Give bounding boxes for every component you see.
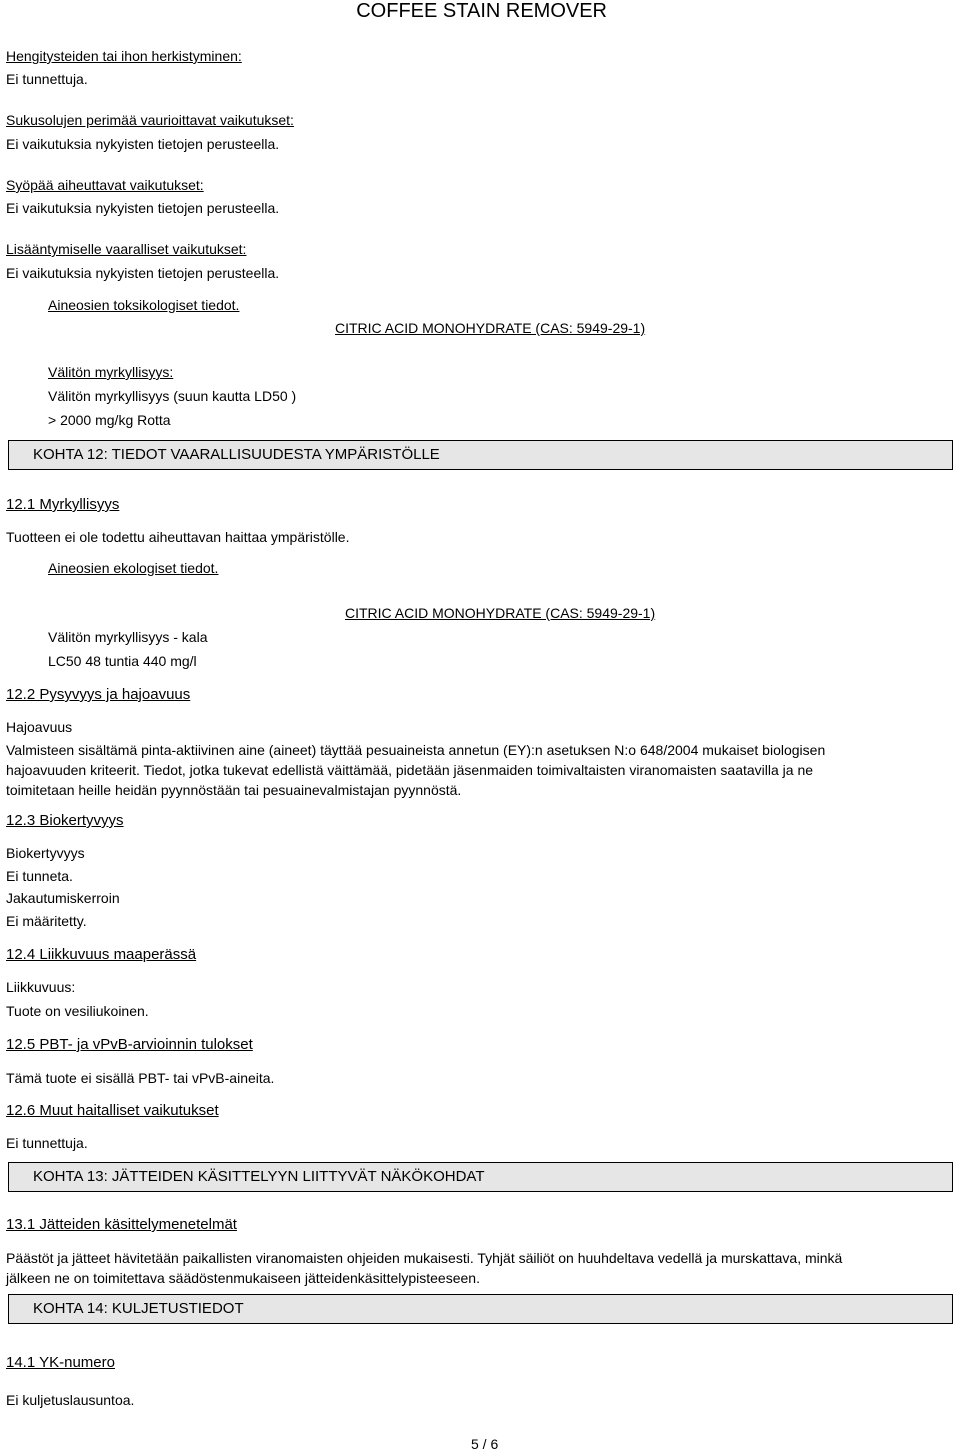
partition-coefficient-subheading: Jakautumiskerroin xyxy=(6,890,120,906)
mutagenicity-text: Ei vaikutuksia nykyisten tietojen perusteella. xyxy=(6,136,280,152)
degradability-subheading: Hajoavuus xyxy=(6,719,73,735)
partition-coefficient-text: Ei määritetty. xyxy=(6,913,87,929)
reproductive-text: Ei vaikutuksia nykyisten tietojen perusteella. xyxy=(6,265,280,281)
toxicology-substance: CITRIC ACID MONOHYDRATE (CAS: 5949-29-1) xyxy=(335,320,646,336)
section-13-title: KOHTA 13: JÄTTEIDEN KÄSITTELYYN LIITTYVÄT NÄKÖKOHDAT xyxy=(33,1168,485,1185)
page-number: 5 / 6 xyxy=(471,1436,499,1452)
degradability-text: Valmisteen sisältämä pinta-aktiivinen aine (aineet) täyttää pesuaineista annetun (EY):n asetuksen N:o 648/2004 mukaiset biologisen hajoavuuden kriteerit. Tiedot, jotka tukevat edellistä väittämää, pidetään jäsenmaiden toimivaltaisten viranomaisten saatavilla ja ne toimitetaan heille heidän pyynnöstään tai pesuainevalmistajan pyynnöstä. xyxy=(6,742,826,798)
subsection-12-6-heading: 12.6 Muut haitalliset vaikutukset xyxy=(6,1102,219,1119)
carcinogenicity-text: Ei vaikutuksia nykyisten tietojen perusteella. xyxy=(6,200,280,216)
carcinogenicity-heading: Syöpää aiheuttavat vaikutukset: xyxy=(6,177,204,193)
section-14-title: KOHTA 14: KULJETUSTIEDOT xyxy=(33,1300,244,1317)
sensitisation-text: Ei tunnettuja. xyxy=(6,71,88,87)
subsection-12-1-text: Tuotteen ei ole todettu aiheuttavan haittaa ympäristölle. xyxy=(6,529,350,545)
reproductive-heading: Lisääntymiselle vaaralliset vaikutukset: xyxy=(6,241,247,257)
eco-heading: Aineosien ekologiset tiedot. xyxy=(48,560,219,576)
subsection-12-5-heading: 12.5 PBT- ja vPvB-arvioinnin tulokset xyxy=(6,1036,253,1053)
mobility-text: Tuote on vesiliukoinen. xyxy=(6,1003,149,1019)
subsection-12-3-heading: 12.3 Biokertyvyys xyxy=(6,812,124,829)
un-number-text: Ei kuljetuslausuntoa. xyxy=(6,1392,135,1408)
section-12-title: KOHTA 12: TIEDOT VAARALLISUUDESTA YMPÄRISTÖLLE xyxy=(33,446,440,463)
mobility-subheading: Liikkuvuus: xyxy=(6,979,76,995)
fish-toxicity-label: Välitön myrkyllisyys - kala xyxy=(48,629,208,645)
subsection-12-1-heading: 12.1 Myrkyllisyys xyxy=(6,496,120,513)
toxicology-heading: Aineosien toksikologiset tiedot. xyxy=(48,297,240,313)
acute-oral-label: Välitön myrkyllisyys (suun kautta LD50 ) xyxy=(48,388,297,404)
subsection-14-1-heading: 14.1 YK-numero xyxy=(6,1354,115,1371)
mutagenicity-heading: Sukusolujen perimää vaurioittavat vaikutukset: xyxy=(6,112,294,128)
acute-toxicity-heading: Välitön myrkyllisyys: xyxy=(48,364,174,380)
section-12-header xyxy=(8,440,953,470)
section-13-header xyxy=(8,1162,953,1192)
document-title: COFFEE STAIN REMOVER xyxy=(356,0,607,22)
pbt-text: Tämä tuote ei sisällä PBT- tai vPvB-aineita. xyxy=(6,1070,275,1086)
subsection-12-4-heading: 12.4 Liikkuvuus maaperässä xyxy=(6,946,197,963)
subsection-13-1-heading: 13.1 Jätteiden käsittelymenetelmät xyxy=(6,1216,237,1233)
fish-toxicity-value: LC50 48 tuntia 440 mg/l xyxy=(48,653,197,669)
waste-treatment-text: Päästöt ja jätteet hävitetään paikallisten viranomaisten ohjeiden mukaisesti. Tyhjät säiliöt on huuhdeltava vedellä ja murskattava, minkä jälkeen ne on toimitettava säädöstenmukaiseen jätteidenkäsittelypisteeseen. xyxy=(6,1250,843,1286)
sensitisation-heading: Hengitysteiden tai ihon herkistyminen: xyxy=(6,48,242,64)
section-14-header xyxy=(8,1294,953,1324)
other-effects-text: Ei tunnettuja. xyxy=(6,1135,88,1151)
acute-oral-value: > 2000 mg/kg Rotta xyxy=(48,412,171,428)
eco-substance: CITRIC ACID MONOHYDRATE (CAS: 5949-29-1) xyxy=(345,605,656,621)
subsection-12-2-heading: 12.2 Pysyvyys ja hajoavuus xyxy=(6,686,191,703)
bioaccumulation-text: Ei tunneta. xyxy=(6,868,73,884)
bioaccumulation-subheading: Biokertyvyys xyxy=(6,845,85,861)
